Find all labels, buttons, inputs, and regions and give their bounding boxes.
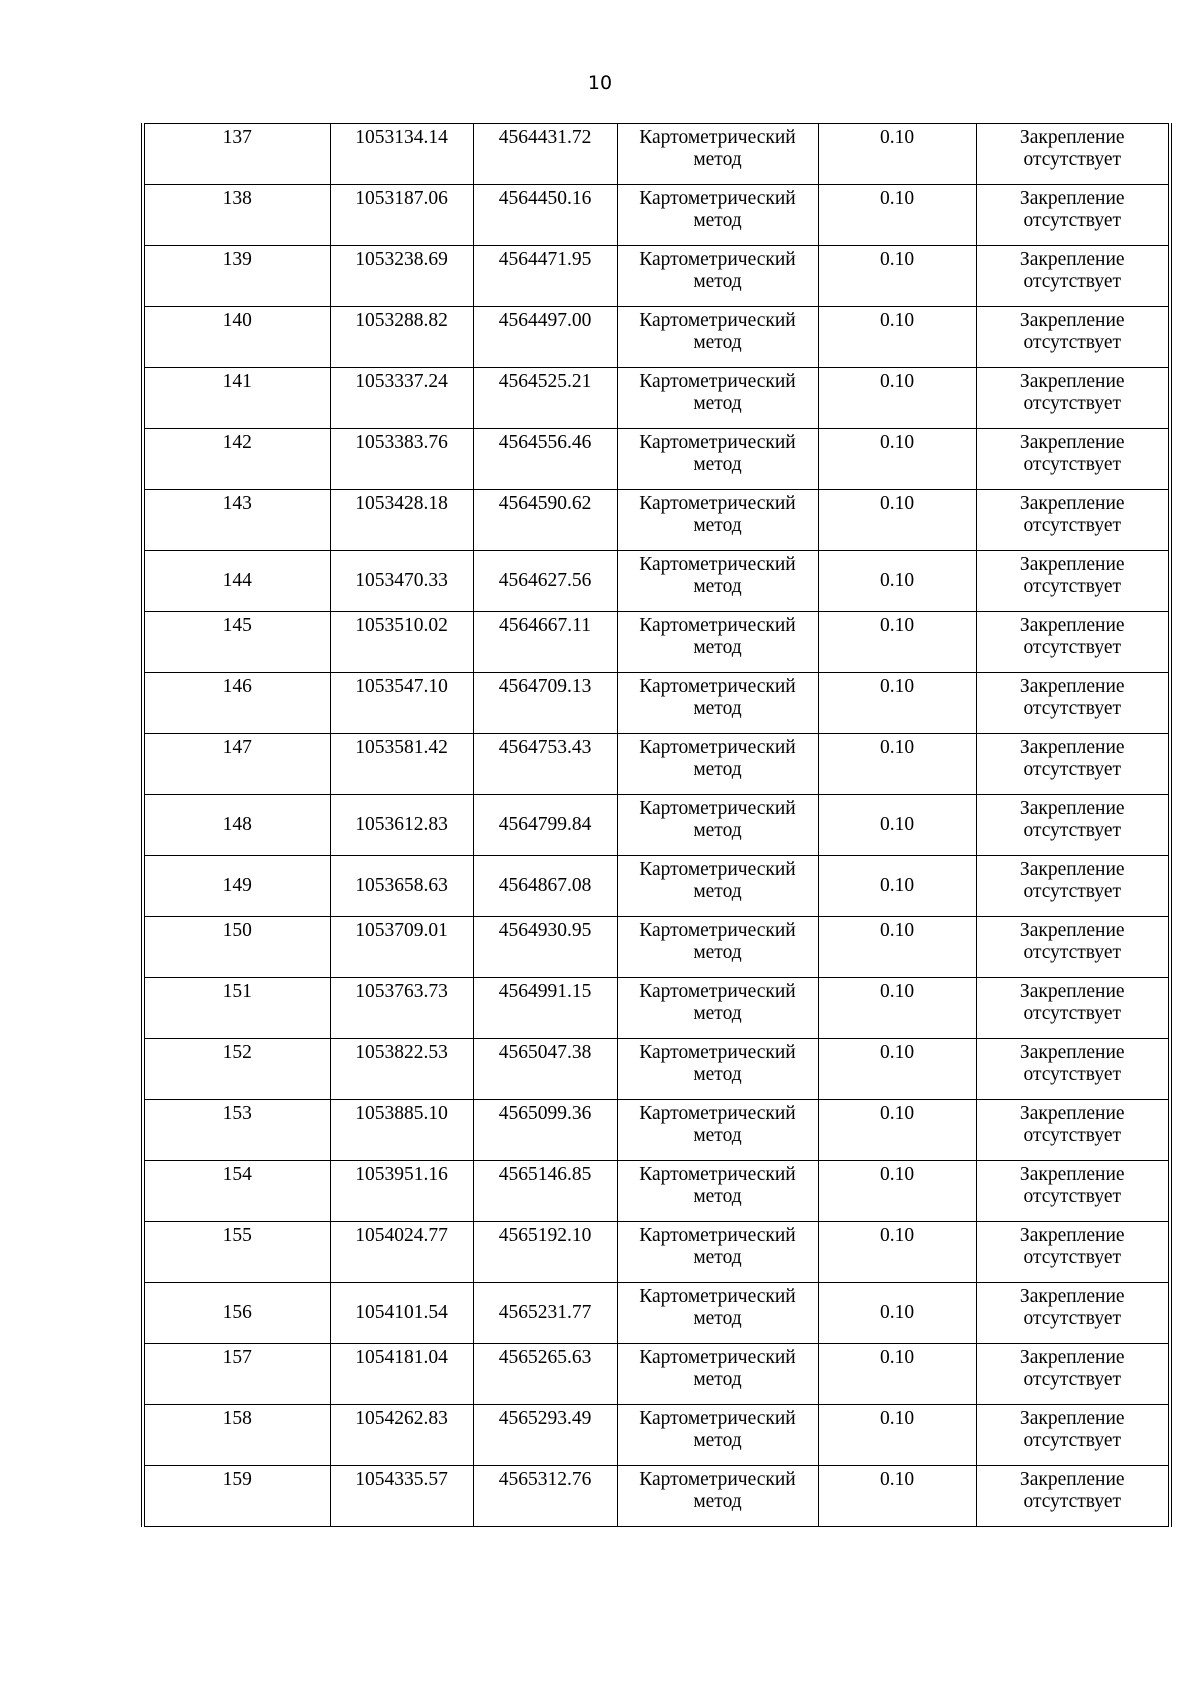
method-text-line: Картометрический [639, 554, 796, 575]
table-row [145, 978, 1168, 1039]
point-number-cell: 157 [145, 1344, 330, 1405]
fixing-cell [976, 1222, 1168, 1283]
fixing-text-line: отсутствует [1023, 271, 1122, 292]
point-number-cell: 137 [145, 124, 330, 185]
y-coordinate-cell: 4564525.21 [473, 368, 617, 429]
accuracy-cell: 0.10 [818, 673, 976, 734]
fixing-text-line: Закрепление [1019, 737, 1125, 758]
method-text-line: метод [693, 1003, 742, 1024]
fixing-text-line: отсутствует [1023, 1064, 1122, 1085]
fixing-text-line: отсутствует [1023, 881, 1122, 902]
fixing-text-line: отсутствует [1023, 576, 1122, 597]
table-row [145, 612, 1168, 673]
point-number-cell: 159 [145, 1466, 330, 1527]
fixing-text-line: Закрепление [1019, 127, 1125, 148]
x-coordinate-cell: 1053510.02 [330, 612, 473, 673]
x-coordinate-cell: 1054101.54 [330, 1283, 473, 1344]
method-text-line: Картометрический [639, 676, 796, 697]
accuracy-cell: 0.10 [818, 368, 976, 429]
y-coordinate-cell: 4564471.95 [473, 246, 617, 307]
fixing-text-line: Закрепление [1019, 1042, 1125, 1063]
accuracy-cell: 0.10 [818, 1344, 976, 1405]
table-row [145, 1039, 1168, 1100]
method-text-line: Картометрический [639, 1103, 796, 1124]
method-text-line: Картометрический [639, 615, 796, 636]
method-cell [617, 1039, 818, 1100]
table-body [145, 124, 1168, 1527]
accuracy-cell: 0.10 [818, 856, 976, 917]
method-text-line: Картометрический [639, 127, 796, 148]
method-text-line: метод [693, 942, 742, 963]
method-text-line: метод [693, 881, 742, 902]
method-text-line: Картометрический [639, 737, 796, 758]
y-coordinate-cell: 4565146.85 [473, 1161, 617, 1222]
method-text-line: метод [693, 698, 742, 719]
accuracy-cell: 0.10 [818, 551, 976, 612]
method-cell [617, 734, 818, 795]
x-coordinate-cell: 1053822.53 [330, 1039, 473, 1100]
accuracy-cell: 0.10 [818, 734, 976, 795]
method-cell [617, 1344, 818, 1405]
table-row [145, 1100, 1168, 1161]
point-number-cell: 146 [145, 673, 330, 734]
accuracy-cell: 0.10 [818, 1466, 976, 1527]
fixing-cell [976, 246, 1168, 307]
method-text-line: Картометрический [639, 1347, 796, 1368]
method-text-line: Картометрический [639, 249, 796, 270]
fixing-text-line: отсутствует [1023, 637, 1122, 658]
method-text-line: метод [693, 454, 742, 475]
accuracy-cell: 0.10 [818, 795, 976, 856]
accuracy-cell: 0.10 [818, 1100, 976, 1161]
fixing-text-line: Закрепление [1019, 1225, 1125, 1246]
fixing-text-line: Закрепление [1019, 1103, 1125, 1124]
method-cell [617, 1222, 818, 1283]
method-text-line: метод [693, 271, 742, 292]
method-text-line: Картометрический [639, 859, 796, 880]
x-coordinate-cell: 1053470.33 [330, 551, 473, 612]
table-row [145, 1466, 1168, 1527]
fixing-text-line: Закрепление [1019, 371, 1125, 392]
fixing-cell [976, 673, 1168, 734]
fixing-cell [976, 795, 1168, 856]
x-coordinate-cell: 1053658.63 [330, 856, 473, 917]
fixing-cell [976, 1100, 1168, 1161]
method-cell [617, 917, 818, 978]
fixing-text-line: Закрепление [1019, 920, 1125, 941]
y-coordinate-cell: 4564930.95 [473, 917, 617, 978]
table-row [145, 124, 1168, 185]
fixing-cell [976, 551, 1168, 612]
y-coordinate-cell: 4564667.11 [473, 612, 617, 673]
y-coordinate-cell: 4565231.77 [473, 1283, 617, 1344]
method-text-line: метод [693, 1125, 742, 1146]
y-coordinate-cell: 4565099.36 [473, 1100, 617, 1161]
table-row [145, 429, 1168, 490]
fixing-text-line: отсутствует [1023, 1247, 1122, 1268]
fixing-text-line: Закрепление [1019, 676, 1125, 697]
x-coordinate-cell: 1053951.16 [330, 1161, 473, 1222]
table-row [145, 185, 1168, 246]
point-number-cell: 139 [145, 246, 330, 307]
fixing-text-line: отсутствует [1023, 942, 1122, 963]
method-cell [617, 612, 818, 673]
table-row [145, 795, 1168, 856]
fixing-text-line: отсутствует [1023, 1491, 1122, 1512]
x-coordinate-cell: 1053337.24 [330, 368, 473, 429]
page-number: 10 [587, 72, 613, 94]
point-number-cell: 144 [145, 551, 330, 612]
method-cell [617, 1100, 818, 1161]
accuracy-cell: 0.10 [818, 246, 976, 307]
y-coordinate-cell: 4564450.16 [473, 185, 617, 246]
fixing-text-line: отсутствует [1023, 1003, 1122, 1024]
fixing-text-line: отсутствует [1023, 1430, 1122, 1451]
fixing-cell [976, 307, 1168, 368]
method-text-line: метод [693, 1491, 742, 1512]
method-text-line: Картометрический [639, 1469, 796, 1490]
table-row [145, 734, 1168, 795]
table-row [145, 917, 1168, 978]
method-text-line: метод [693, 1308, 742, 1329]
fixing-text-line: отсутствует [1023, 515, 1122, 536]
method-text-line: метод [693, 1430, 742, 1451]
y-coordinate-cell: 4564991.15 [473, 978, 617, 1039]
point-number-cell: 148 [145, 795, 330, 856]
fixing-text-line: отсутствует [1023, 210, 1122, 231]
fixing-text-line: Закрепление [1019, 1347, 1125, 1368]
y-coordinate-cell: 4564590.62 [473, 490, 617, 551]
x-coordinate-cell: 1053134.14 [330, 124, 473, 185]
y-coordinate-cell: 4564753.43 [473, 734, 617, 795]
fixing-cell [976, 978, 1168, 1039]
method-text-line: Картометрический [639, 432, 796, 453]
fixing-text-line: отсутствует [1023, 820, 1122, 841]
method-text-line: метод [693, 332, 742, 353]
fixing-cell [976, 612, 1168, 673]
point-number-cell: 156 [145, 1283, 330, 1344]
x-coordinate-cell: 1053238.69 [330, 246, 473, 307]
method-text-line: Картометрический [639, 798, 796, 819]
x-coordinate-cell: 1054181.04 [330, 1344, 473, 1405]
method-cell [617, 185, 818, 246]
y-coordinate-cell: 4565293.49 [473, 1405, 617, 1466]
fixing-cell [976, 490, 1168, 551]
fixing-cell [976, 1283, 1168, 1344]
table-row [145, 673, 1168, 734]
accuracy-cell: 0.10 [818, 185, 976, 246]
y-coordinate-cell: 4564627.56 [473, 551, 617, 612]
x-coordinate-cell: 1053383.76 [330, 429, 473, 490]
fixing-text-line: отсутствует [1023, 454, 1122, 475]
fixing-text-line: Закрепление [1019, 1469, 1125, 1490]
method-text-line: метод [693, 1186, 742, 1207]
point-number-cell: 152 [145, 1039, 330, 1100]
method-text-line: метод [693, 759, 742, 780]
fixing-text-line: Закрепление [1019, 981, 1125, 1002]
fixing-text-line: Закрепление [1019, 188, 1125, 209]
fixing-cell [976, 856, 1168, 917]
y-coordinate-cell: 4564709.13 [473, 673, 617, 734]
x-coordinate-cell: 1053187.06 [330, 185, 473, 246]
accuracy-cell: 0.10 [818, 1222, 976, 1283]
method-text-line: метод [693, 820, 742, 841]
table-row [145, 1405, 1168, 1466]
method-text-line: метод [693, 1369, 742, 1390]
fixing-text-line: отсутствует [1023, 1125, 1122, 1146]
method-text-line: Картометрический [639, 371, 796, 392]
y-coordinate-cell: 4564799.84 [473, 795, 617, 856]
method-cell [617, 551, 818, 612]
fixing-cell [976, 1466, 1168, 1527]
method-text-line: Картометрический [639, 310, 796, 331]
fixing-text-line: Закрепление [1019, 615, 1125, 636]
point-number-cell: 147 [145, 734, 330, 795]
accuracy-cell: 0.10 [818, 612, 976, 673]
method-cell [617, 978, 818, 1039]
point-number-cell: 150 [145, 917, 330, 978]
coordinates-table [145, 123, 1168, 1527]
x-coordinate-cell: 1054335.57 [330, 1466, 473, 1527]
method-cell [617, 1161, 818, 1222]
point-number-cell: 138 [145, 185, 330, 246]
method-text-line: Картометрический [639, 920, 796, 941]
fixing-cell [976, 1161, 1168, 1222]
y-coordinate-cell: 4565312.76 [473, 1466, 617, 1527]
method-cell [617, 307, 818, 368]
table-row [145, 551, 1168, 612]
fixing-cell [976, 368, 1168, 429]
method-text-line: метод [693, 1064, 742, 1085]
fixing-cell [976, 1039, 1168, 1100]
method-text-line: Картометрический [639, 1164, 796, 1185]
x-coordinate-cell: 1053709.01 [330, 917, 473, 978]
method-text-line: метод [693, 515, 742, 536]
fixing-text-line: отсутствует [1023, 393, 1122, 414]
table-row [145, 856, 1168, 917]
fixing-text-line: отсутствует [1023, 698, 1122, 719]
y-coordinate-cell: 4564497.00 [473, 307, 617, 368]
method-cell [617, 1283, 818, 1344]
point-number-cell: 141 [145, 368, 330, 429]
point-number-cell: 155 [145, 1222, 330, 1283]
fixing-text-line: отсутствует [1023, 332, 1122, 353]
y-coordinate-cell: 4564431.72 [473, 124, 617, 185]
fixing-text-line: Закрепление [1019, 493, 1125, 514]
fixing-text-line: отсутствует [1023, 1369, 1122, 1390]
accuracy-cell: 0.10 [818, 1161, 976, 1222]
fixing-text-line: отсутствует [1023, 1308, 1122, 1329]
fixing-text-line: Закрепление [1019, 1408, 1125, 1429]
x-coordinate-cell: 1053428.18 [330, 490, 473, 551]
fixing-text-line: Закрепление [1019, 859, 1125, 880]
method-text-line: Картометрический [639, 493, 796, 514]
y-coordinate-cell: 4564556.46 [473, 429, 617, 490]
accuracy-cell: 0.10 [818, 307, 976, 368]
method-cell [617, 1405, 818, 1466]
method-cell [617, 246, 818, 307]
x-coordinate-cell: 1053763.73 [330, 978, 473, 1039]
y-coordinate-cell: 4564867.08 [473, 856, 617, 917]
method-cell [617, 490, 818, 551]
fixing-text-line: Закрепление [1019, 432, 1125, 453]
point-number-cell: 158 [145, 1405, 330, 1466]
table-row [145, 246, 1168, 307]
method-text-line: Картометрический [639, 981, 796, 1002]
method-cell [617, 1466, 818, 1527]
fixing-text-line: Закрепление [1019, 1286, 1125, 1307]
accuracy-cell: 0.10 [818, 490, 976, 551]
accuracy-cell: 0.10 [818, 1405, 976, 1466]
point-number-cell: 154 [145, 1161, 330, 1222]
accuracy-cell: 0.10 [818, 917, 976, 978]
y-coordinate-cell: 4565047.38 [473, 1039, 617, 1100]
method-text-line: метод [693, 393, 742, 414]
fixing-text-line: Закрепление [1019, 1164, 1125, 1185]
method-cell [617, 124, 818, 185]
x-coordinate-cell: 1053612.83 [330, 795, 473, 856]
x-coordinate-cell: 1054262.83 [330, 1405, 473, 1466]
table-row [145, 490, 1168, 551]
y-coordinate-cell: 4565265.63 [473, 1344, 617, 1405]
fixing-text-line: Закрепление [1019, 798, 1125, 819]
fixing-text-line: Закрепление [1019, 310, 1125, 331]
table-row [145, 1222, 1168, 1283]
method-text-line: метод [693, 149, 742, 170]
fixing-cell [976, 734, 1168, 795]
method-cell [617, 368, 818, 429]
method-text-line: метод [693, 637, 742, 658]
fixing-text-line: Закрепление [1019, 249, 1125, 270]
fixing-cell [976, 1405, 1168, 1466]
fixing-text-line: отсутствует [1023, 149, 1122, 170]
fixing-cell [976, 917, 1168, 978]
table-row [145, 307, 1168, 368]
method-cell [617, 795, 818, 856]
fixing-cell [976, 429, 1168, 490]
method-cell [617, 429, 818, 490]
point-number-cell: 140 [145, 307, 330, 368]
point-number-cell: 153 [145, 1100, 330, 1161]
accuracy-cell: 0.10 [818, 1039, 976, 1100]
x-coordinate-cell: 1053547.10 [330, 673, 473, 734]
method-text-line: Картометрический [639, 1286, 796, 1307]
accuracy-cell: 0.10 [818, 124, 976, 185]
method-cell [617, 673, 818, 734]
table-row [145, 368, 1168, 429]
point-number-cell: 143 [145, 490, 330, 551]
coordinates-table-container [141, 123, 1172, 1527]
table-row [145, 1161, 1168, 1222]
fixing-cell [976, 124, 1168, 185]
method-text-line: Картометрический [639, 1225, 796, 1246]
accuracy-cell: 0.10 [818, 429, 976, 490]
fixing-text-line: отсутствует [1023, 1186, 1122, 1207]
x-coordinate-cell: 1053581.42 [330, 734, 473, 795]
x-coordinate-cell: 1054024.77 [330, 1222, 473, 1283]
fixing-cell [976, 185, 1168, 246]
accuracy-cell: 0.10 [818, 1283, 976, 1344]
fixing-text-line: Закрепление [1019, 554, 1125, 575]
x-coordinate-cell: 1053288.82 [330, 307, 473, 368]
fixing-cell [976, 1344, 1168, 1405]
method-text-line: метод [693, 576, 742, 597]
method-text-line: Картометрический [639, 188, 796, 209]
table-row [145, 1283, 1168, 1344]
method-text-line: Картометрический [639, 1408, 796, 1429]
x-coordinate-cell: 1053885.10 [330, 1100, 473, 1161]
method-text-line: метод [693, 1247, 742, 1268]
point-number-cell: 149 [145, 856, 330, 917]
point-number-cell: 142 [145, 429, 330, 490]
method-text-line: метод [693, 210, 742, 231]
y-coordinate-cell: 4565192.10 [473, 1222, 617, 1283]
fixing-text-line: отсутствует [1023, 759, 1122, 780]
accuracy-cell: 0.10 [818, 978, 976, 1039]
method-cell [617, 856, 818, 917]
point-number-cell: 151 [145, 978, 330, 1039]
point-number-cell: 145 [145, 612, 330, 673]
table-row [145, 1344, 1168, 1405]
method-text-line: Картометрический [639, 1042, 796, 1063]
